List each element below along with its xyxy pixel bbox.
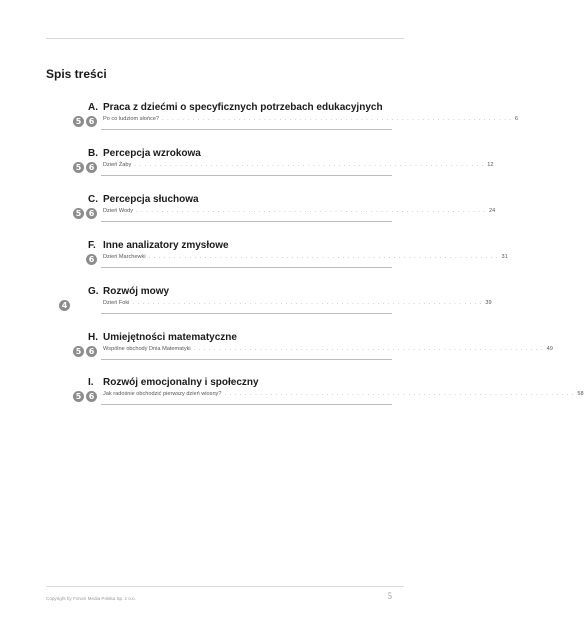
- entry-page-number: 6: [514, 116, 519, 122]
- entry-page-number: 58: [577, 391, 584, 397]
- entry-underline: [101, 404, 392, 405]
- section-letter: G.: [88, 286, 99, 297]
- footer-divider: [46, 586, 404, 587]
- section-title: Inne analizatory zmysłowe: [103, 240, 229, 251]
- toc-entry[interactable]: [103, 254, 508, 260]
- age-badge-icon: 6: [86, 208, 97, 219]
- toc-entry-row[interactable]: [0, 254, 508, 266]
- entry-page-number: 39: [485, 300, 492, 306]
- entry-underline: [101, 267, 392, 268]
- dot-leader: . . . . . . . . . . . . . . . . . . . . . . . . . . . . . . . . . . . . . . . . . . . . . . . . . . . . . . . . . . . . . . . . . . . . .: [193, 346, 544, 352]
- entry-title: Jak radośnie obchodzić pierwszy dzień wiosny?: [103, 391, 222, 397]
- age-badge-icon: 6: [86, 391, 97, 402]
- section-heading: [88, 148, 201, 159]
- section-title: Percepcja słuchowa: [103, 194, 199, 205]
- entry-page-number: 31: [501, 254, 508, 260]
- entry-page-number: 49: [546, 346, 553, 352]
- age-badge-icon: 5: [73, 346, 84, 357]
- section-letter: B.: [88, 148, 98, 159]
- toc-title: Spis treści: [46, 67, 107, 81]
- toc-entry-row[interactable]: [0, 300, 492, 312]
- age-badge-icon: 6: [86, 116, 97, 127]
- entry-page-number: 24: [488, 208, 496, 214]
- dot-leader: . . . . . . . . . . . . . . . . . . . . . . . . . . . . . . . . . . . . . . . . . . . . . . . . . . . . . . . . . . . . . . . . . . . . .: [132, 300, 483, 306]
- entry-underline: [101, 359, 392, 360]
- age-badges: [86, 254, 97, 266]
- toc-entry-row[interactable]: [0, 346, 553, 358]
- entry-title: Wspólne obchody Dnia Matematyki: [103, 346, 191, 352]
- section-letter: I.: [88, 377, 94, 388]
- dot-leader: . . . . . . . . . . . . . . . . . . . . . . . . . . . . . . . . . . . . . . . . . . . . . . . . . . . . . . . . . . . . . . . . . . . . .: [134, 162, 485, 168]
- section-heading: [88, 240, 229, 251]
- section-letter: C.: [88, 194, 98, 205]
- age-badges: [73, 162, 97, 174]
- toc-entry-row[interactable]: [0, 162, 494, 174]
- age-badge-icon: 5: [73, 116, 84, 127]
- age-badge-icon: 6: [86, 346, 97, 357]
- age-badge-icon: 5: [73, 391, 84, 402]
- dot-leader: . . . . . . . . . . . . . . . . . . . . . . . . . . . . . . . . . . . . . . . . . . . . . . . . . . . . . . . . . . . . . . . . . . . . .: [161, 116, 512, 122]
- entry-underline: [101, 221, 392, 222]
- toc-entry[interactable]: [103, 391, 584, 397]
- entry-title: Po co ludziom słońce?: [103, 116, 159, 122]
- copyright-text: Copyright by Forum Media Polska Sp. z o.o.: [46, 596, 136, 601]
- section-letter: F.: [88, 240, 96, 251]
- section-heading: [88, 332, 237, 343]
- entry-title: Dzień Marchewki: [103, 254, 146, 260]
- toc-entry-row[interactable]: [0, 116, 519, 128]
- toc-entry-row[interactable]: [0, 391, 584, 403]
- age-badges: [73, 391, 97, 403]
- section-heading: [88, 102, 383, 113]
- section-letter: A.: [88, 102, 98, 113]
- age-badge-icon: 6: [86, 162, 97, 173]
- entry-title: Dzień Wody: [103, 208, 134, 214]
- section-letter: H.: [88, 332, 98, 343]
- section-title: Praca z dziećmi o specyficznych potrzebach edukacyjnych: [103, 102, 383, 113]
- section-title: Percepcja wzrokowa: [103, 148, 201, 159]
- dot-leader: . . . . . . . . . . . . . . . . . . . . . . . . . . . . . . . . . . . . . . . . . . . . . . . . . . . . . . . . . . . . . . . . . . . . .: [148, 254, 499, 260]
- age-badges: [73, 208, 97, 220]
- top-divider: [46, 38, 404, 39]
- age-badges: [73, 116, 97, 128]
- dot-leader: . . . . . . . . . . . . . . . . . . . . . . . . . . . . . . . . . . . . . . . . . . . . . . . . . . . . . . . . . . . . . . . . . . . . .: [136, 208, 486, 214]
- age-badge-icon: 5: [73, 162, 84, 173]
- entry-underline: [101, 175, 392, 176]
- toc-entry[interactable]: [103, 300, 492, 306]
- toc-entry[interactable]: [103, 116, 519, 122]
- section-title: Rozwój mowy: [103, 286, 170, 297]
- dot-leader: . . . . . . . . . . . . . . . . . . . . . . . . . . . . . . . . . . . . . . . . . . . . . . . . . . . . . . . . . . . . . . . . . . . . .: [224, 391, 575, 397]
- section-heading: [88, 194, 199, 205]
- age-badges: [59, 300, 70, 312]
- toc-entry[interactable]: [103, 162, 494, 168]
- entry-underline: [101, 129, 392, 130]
- entry-title: Dzień Foki: [103, 300, 130, 306]
- age-badge-icon: 6: [86, 254, 97, 265]
- section-title: Umiejętności matematyczne: [103, 332, 237, 343]
- entry-title: Dzień Żaby: [103, 162, 132, 168]
- entry-page-number: 12: [487, 162, 494, 168]
- toc-entry[interactable]: [103, 208, 496, 214]
- age-badge-icon: 5: [73, 208, 84, 219]
- toc-entry[interactable]: [103, 346, 553, 352]
- page-number: 5: [387, 591, 392, 601]
- entry-underline: [101, 313, 392, 314]
- section-heading: [88, 286, 169, 297]
- age-badges: [73, 346, 97, 358]
- toc-entry-row[interactable]: [0, 208, 496, 220]
- section-title: Rozwój emocjonalny i społeczny: [103, 377, 259, 388]
- section-heading: [88, 377, 259, 388]
- age-badge-icon: 4: [59, 300, 70, 311]
